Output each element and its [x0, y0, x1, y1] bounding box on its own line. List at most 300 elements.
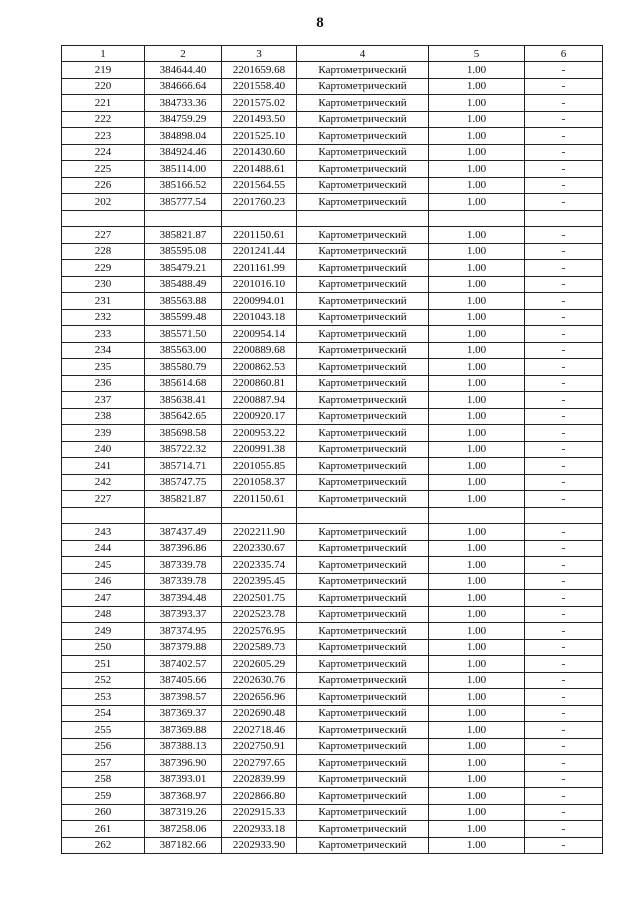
point-number-cell: 227: [62, 491, 145, 508]
accuracy-cell: 1.00: [429, 837, 525, 854]
y-coordinate-cell: 2202589.73: [222, 639, 297, 656]
y-coordinate-cell: 2200887.94: [222, 392, 297, 409]
y-coordinate-cell: 2201525.10: [222, 128, 297, 145]
table-row: [62, 62, 603, 79]
x-coordinate-cell: 385821.87: [145, 227, 222, 244]
method-cell: Картометрический: [297, 359, 429, 376]
accuracy-cell: 1.00: [429, 540, 525, 557]
method-cell: Картометрический: [297, 342, 429, 359]
point-number-cell: 234: [62, 342, 145, 359]
x-coordinate-cell: 387374.95: [145, 623, 222, 640]
accuracy-cell: 1.00: [429, 392, 525, 409]
method-cell: Картометрический: [297, 705, 429, 722]
x-coordinate-cell: 387396.86: [145, 540, 222, 557]
method-cell: Картометрический: [297, 689, 429, 706]
point-number-cell: 240: [62, 441, 145, 458]
method-cell: Картометрический: [297, 540, 429, 557]
point-number-cell: 243: [62, 524, 145, 541]
y-coordinate-cell: 2200954.14: [222, 326, 297, 343]
description-cell: -: [525, 821, 603, 838]
x-coordinate-cell: 385166.52: [145, 177, 222, 194]
table-row: [62, 689, 603, 706]
x-coordinate-cell: 385642.65: [145, 408, 222, 425]
x-coordinate-cell: 384759.29: [145, 111, 222, 128]
point-number-cell: 202: [62, 194, 145, 211]
accuracy-cell: 1.00: [429, 491, 525, 508]
y-coordinate-cell: 2201659.68: [222, 62, 297, 79]
accuracy-cell: 1.00: [429, 194, 525, 211]
description-cell: -: [525, 557, 603, 574]
point-number-cell: 245: [62, 557, 145, 574]
accuracy-cell: 1.00: [429, 62, 525, 79]
description-cell: -: [525, 326, 603, 343]
y-coordinate-cell: 2202866.80: [222, 788, 297, 805]
description-cell: -: [525, 722, 603, 739]
column-header: 5: [429, 46, 525, 62]
table-row: [62, 276, 603, 293]
x-coordinate-cell: 385777.54: [145, 194, 222, 211]
accuracy-cell: 1.00: [429, 441, 525, 458]
method-cell: Картометрический: [297, 788, 429, 805]
point-number-cell: 257: [62, 755, 145, 772]
table-row: [62, 639, 603, 656]
table-row: [62, 128, 603, 145]
accuracy-cell: [429, 507, 525, 524]
accuracy-cell: [429, 210, 525, 227]
y-coordinate-cell: 2201241.44: [222, 243, 297, 260]
accuracy-cell: 1.00: [429, 144, 525, 161]
description-cell: -: [525, 474, 603, 491]
table-row: [62, 194, 603, 211]
description-cell: -: [525, 837, 603, 854]
table-row: [62, 606, 603, 623]
method-cell: Картометрический: [297, 144, 429, 161]
x-coordinate-cell: 387369.88: [145, 722, 222, 739]
x-coordinate-cell: 385488.49: [145, 276, 222, 293]
x-coordinate-cell: 384644.40: [145, 62, 222, 79]
description-cell: -: [525, 375, 603, 392]
y-coordinate-cell: 2201493.50: [222, 111, 297, 128]
y-coordinate-cell: 2200994.01: [222, 293, 297, 310]
table-row: [62, 458, 603, 475]
method-cell: Картометрический: [297, 557, 429, 574]
description-cell: -: [525, 755, 603, 772]
description-cell: -: [525, 359, 603, 376]
method-cell: Картометрический: [297, 309, 429, 326]
point-number-cell: 237: [62, 392, 145, 409]
point-number-cell: [62, 507, 145, 524]
table-row: [62, 227, 603, 244]
y-coordinate-cell: 2202630.76: [222, 672, 297, 689]
table-separator-row: [62, 507, 603, 524]
method-cell: Картометрический: [297, 738, 429, 755]
method-cell: Картометрический: [297, 491, 429, 508]
table-row: [62, 573, 603, 590]
accuracy-cell: 1.00: [429, 804, 525, 821]
method-cell: Картометрический: [297, 62, 429, 79]
table-row: [62, 623, 603, 640]
x-coordinate-cell: 387339.78: [145, 573, 222, 590]
y-coordinate-cell: 2201055.85: [222, 458, 297, 475]
x-coordinate-cell: 385479.21: [145, 260, 222, 277]
y-coordinate-cell: 2202576.95: [222, 623, 297, 640]
accuracy-cell: 1.00: [429, 722, 525, 739]
x-coordinate-cell: 384733.36: [145, 95, 222, 112]
method-cell: Картометрический: [297, 656, 429, 673]
description-cell: -: [525, 161, 603, 178]
method-cell: Картометрический: [297, 425, 429, 442]
point-number-cell: 248: [62, 606, 145, 623]
method-cell: [297, 507, 429, 524]
description-cell: -: [525, 540, 603, 557]
table-row: [62, 359, 603, 376]
method-cell: Картометрический: [297, 672, 429, 689]
method-cell: Картометрический: [297, 755, 429, 772]
x-coordinate-cell: 387393.37: [145, 606, 222, 623]
description-cell: -: [525, 309, 603, 326]
method-cell: Картометрический: [297, 161, 429, 178]
table-row: [62, 590, 603, 607]
x-coordinate-cell: 385114.00: [145, 161, 222, 178]
accuracy-cell: 1.00: [429, 821, 525, 838]
point-number-cell: 229: [62, 260, 145, 277]
accuracy-cell: 1.00: [429, 177, 525, 194]
x-coordinate-cell: 387339.78: [145, 557, 222, 574]
description-cell: -: [525, 392, 603, 409]
point-number-cell: 228: [62, 243, 145, 260]
x-coordinate-cell: 385722.32: [145, 441, 222, 458]
accuracy-cell: 1.00: [429, 606, 525, 623]
description-cell: -: [525, 491, 603, 508]
description-cell: -: [525, 458, 603, 475]
x-coordinate-cell: 387437.49: [145, 524, 222, 541]
description-cell: -: [525, 293, 603, 310]
accuracy-cell: 1.00: [429, 672, 525, 689]
x-coordinate-cell: 385563.00: [145, 342, 222, 359]
y-coordinate-cell: 2202501.75: [222, 590, 297, 607]
method-cell: Картометрический: [297, 441, 429, 458]
point-number-cell: 261: [62, 821, 145, 838]
x-coordinate-cell: 385698.58: [145, 425, 222, 442]
coordinates-table: [61, 45, 603, 854]
description-cell: -: [525, 524, 603, 541]
accuracy-cell: 1.00: [429, 309, 525, 326]
point-number-cell: 227: [62, 227, 145, 244]
y-coordinate-cell: 2202915.33: [222, 804, 297, 821]
x-coordinate-cell: 387393.01: [145, 771, 222, 788]
x-coordinate-cell: [145, 507, 222, 524]
method-cell: Картометрический: [297, 573, 429, 590]
x-coordinate-cell: 387258.06: [145, 821, 222, 838]
x-coordinate-cell: 385638.41: [145, 392, 222, 409]
y-coordinate-cell: 2201430.60: [222, 144, 297, 161]
accuracy-cell: 1.00: [429, 458, 525, 475]
x-coordinate-cell: 384666.64: [145, 78, 222, 95]
table-row: [62, 243, 603, 260]
y-coordinate-cell: 2201564.55: [222, 177, 297, 194]
x-coordinate-cell: 387402.57: [145, 656, 222, 673]
y-coordinate-cell: 2202839.99: [222, 771, 297, 788]
table-row: [62, 656, 603, 673]
y-coordinate-cell: 2202933.18: [222, 821, 297, 838]
accuracy-cell: 1.00: [429, 78, 525, 95]
accuracy-cell: 1.00: [429, 425, 525, 442]
description-cell: -: [525, 194, 603, 211]
method-cell: [297, 210, 429, 227]
accuracy-cell: 1.00: [429, 375, 525, 392]
accuracy-cell: 1.00: [429, 590, 525, 607]
description-cell: -: [525, 738, 603, 755]
x-coordinate-cell: 384924.46: [145, 144, 222, 161]
table-row: [62, 705, 603, 722]
y-coordinate-cell: 2201150.61: [222, 227, 297, 244]
table-row: [62, 342, 603, 359]
method-cell: Картометрический: [297, 128, 429, 145]
point-number-cell: 230: [62, 276, 145, 293]
x-coordinate-cell: 385747.75: [145, 474, 222, 491]
accuracy-cell: 1.00: [429, 557, 525, 574]
table-row: [62, 177, 603, 194]
point-number-cell: 242: [62, 474, 145, 491]
point-number-cell: 247: [62, 590, 145, 607]
accuracy-cell: 1.00: [429, 95, 525, 112]
y-coordinate-cell: 2201016.10: [222, 276, 297, 293]
description-cell: -: [525, 425, 603, 442]
y-coordinate-cell: 2201488.61: [222, 161, 297, 178]
x-coordinate-cell: 385595.08: [145, 243, 222, 260]
method-cell: Картометрический: [297, 177, 429, 194]
method-cell: Картометрический: [297, 821, 429, 838]
accuracy-cell: 1.00: [429, 111, 525, 128]
table-row: [62, 738, 603, 755]
page-number: 8: [316, 15, 324, 31]
column-header: 4: [297, 46, 429, 62]
table-row: [62, 78, 603, 95]
accuracy-cell: 1.00: [429, 623, 525, 640]
accuracy-cell: 1.00: [429, 293, 525, 310]
y-coordinate-cell: 2202330.67: [222, 540, 297, 557]
x-coordinate-cell: 385563.88: [145, 293, 222, 310]
table-row: [62, 309, 603, 326]
table-row: [62, 837, 603, 854]
table-row: [62, 144, 603, 161]
method-cell: Картометрический: [297, 474, 429, 491]
description-cell: -: [525, 771, 603, 788]
x-coordinate-cell: 385821.87: [145, 491, 222, 508]
x-coordinate-cell: 387394.48: [145, 590, 222, 607]
point-number-cell: 221: [62, 95, 145, 112]
table-header-row: [62, 46, 603, 62]
y-coordinate-cell: [222, 507, 297, 524]
y-coordinate-cell: 2200862.53: [222, 359, 297, 376]
y-coordinate-cell: 2200889.68: [222, 342, 297, 359]
accuracy-cell: 1.00: [429, 755, 525, 772]
point-number-cell: 235: [62, 359, 145, 376]
point-number-cell: 225: [62, 161, 145, 178]
y-coordinate-cell: 2202797.65: [222, 755, 297, 772]
x-coordinate-cell: 387379.88: [145, 639, 222, 656]
y-coordinate-cell: 2201043.18: [222, 309, 297, 326]
method-cell: Картометрический: [297, 771, 429, 788]
description-cell: -: [525, 243, 603, 260]
accuracy-cell: 1.00: [429, 408, 525, 425]
table-row: [62, 392, 603, 409]
table-row: [62, 95, 603, 112]
y-coordinate-cell: 2202523.78: [222, 606, 297, 623]
accuracy-cell: 1.00: [429, 342, 525, 359]
method-cell: Картометрический: [297, 458, 429, 475]
table-row: [62, 540, 603, 557]
column-header: 1: [62, 46, 145, 62]
y-coordinate-cell: 2201575.02: [222, 95, 297, 112]
description-cell: [525, 210, 603, 227]
method-cell: Картометрический: [297, 95, 429, 112]
y-coordinate-cell: 2202656.96: [222, 689, 297, 706]
accuracy-cell: 1.00: [429, 128, 525, 145]
description-cell: -: [525, 441, 603, 458]
y-coordinate-cell: 2202335.74: [222, 557, 297, 574]
description-cell: -: [525, 804, 603, 821]
description-cell: -: [525, 408, 603, 425]
point-number-cell: 251: [62, 656, 145, 673]
method-cell: Картометрический: [297, 276, 429, 293]
point-number-cell: 219: [62, 62, 145, 79]
y-coordinate-cell: 2200920.17: [222, 408, 297, 425]
accuracy-cell: 1.00: [429, 161, 525, 178]
x-coordinate-cell: 385714.71: [145, 458, 222, 475]
x-coordinate-cell: 387398.57: [145, 689, 222, 706]
x-coordinate-cell: 387319.26: [145, 804, 222, 821]
table-row: [62, 161, 603, 178]
column-header: 3: [222, 46, 297, 62]
accuracy-cell: 1.00: [429, 260, 525, 277]
method-cell: Картометрический: [297, 590, 429, 607]
method-cell: Картометрический: [297, 524, 429, 541]
x-coordinate-cell: 385599.48: [145, 309, 222, 326]
description-cell: -: [525, 672, 603, 689]
table-row: [62, 408, 603, 425]
x-coordinate-cell: 387368.97: [145, 788, 222, 805]
method-cell: Картометрический: [297, 243, 429, 260]
description-cell: -: [525, 639, 603, 656]
point-number-cell: 249: [62, 623, 145, 640]
table-row: [62, 260, 603, 277]
point-number-cell: 253: [62, 689, 145, 706]
y-coordinate-cell: 2202605.29: [222, 656, 297, 673]
accuracy-cell: 1.00: [429, 243, 525, 260]
point-number-cell: 259: [62, 788, 145, 805]
table-row: [62, 771, 603, 788]
description-cell: -: [525, 573, 603, 590]
accuracy-cell: 1.00: [429, 738, 525, 755]
description-cell: -: [525, 623, 603, 640]
description-cell: -: [525, 128, 603, 145]
table-row: [62, 557, 603, 574]
description-cell: -: [525, 342, 603, 359]
accuracy-cell: 1.00: [429, 474, 525, 491]
table-row: [62, 788, 603, 805]
description-cell: -: [525, 177, 603, 194]
accuracy-cell: 1.00: [429, 788, 525, 805]
table-row: [62, 804, 603, 821]
y-coordinate-cell: 2200991.38: [222, 441, 297, 458]
x-coordinate-cell: 387369.37: [145, 705, 222, 722]
point-number-cell: 262: [62, 837, 145, 854]
y-coordinate-cell: 2201558.40: [222, 78, 297, 95]
table-row: [62, 326, 603, 343]
description-cell: -: [525, 95, 603, 112]
description-cell: -: [525, 260, 603, 277]
method-cell: Картометрический: [297, 111, 429, 128]
point-number-cell: 231: [62, 293, 145, 310]
point-number-cell: 222: [62, 111, 145, 128]
method-cell: Картометрический: [297, 606, 429, 623]
point-number-cell: 255: [62, 722, 145, 739]
table-row: [62, 755, 603, 772]
point-number-cell: 239: [62, 425, 145, 442]
y-coordinate-cell: 2202933.90: [222, 837, 297, 854]
x-coordinate-cell: 385571.50: [145, 326, 222, 343]
method-cell: Картометрический: [297, 623, 429, 640]
column-header: 2: [145, 46, 222, 62]
y-coordinate-cell: [222, 210, 297, 227]
x-coordinate-cell: 385580.79: [145, 359, 222, 376]
method-cell: Картометрический: [297, 78, 429, 95]
point-number-cell: 260: [62, 804, 145, 821]
accuracy-cell: 1.00: [429, 227, 525, 244]
description-cell: -: [525, 689, 603, 706]
y-coordinate-cell: 2200860.81: [222, 375, 297, 392]
description-cell: -: [525, 62, 603, 79]
description-cell: [525, 507, 603, 524]
method-cell: Картометрический: [297, 837, 429, 854]
point-number-cell: 224: [62, 144, 145, 161]
method-cell: Картометрический: [297, 722, 429, 739]
y-coordinate-cell: 2202395.45: [222, 573, 297, 590]
description-cell: -: [525, 78, 603, 95]
x-coordinate-cell: [145, 210, 222, 227]
accuracy-cell: 1.00: [429, 689, 525, 706]
table-row: [62, 111, 603, 128]
point-number-cell: 236: [62, 375, 145, 392]
point-number-cell: 244: [62, 540, 145, 557]
accuracy-cell: 1.00: [429, 524, 525, 541]
method-cell: Картометрический: [297, 392, 429, 409]
point-number-cell: 220: [62, 78, 145, 95]
method-cell: Картометрический: [297, 326, 429, 343]
method-cell: Картометрический: [297, 375, 429, 392]
table-body: [62, 62, 603, 854]
description-cell: -: [525, 705, 603, 722]
description-cell: -: [525, 590, 603, 607]
x-coordinate-cell: 385614.68: [145, 375, 222, 392]
description-cell: -: [525, 144, 603, 161]
point-number-cell: 238: [62, 408, 145, 425]
description-cell: -: [525, 111, 603, 128]
description-cell: -: [525, 656, 603, 673]
point-number-cell: 226: [62, 177, 145, 194]
point-number-cell: 254: [62, 705, 145, 722]
y-coordinate-cell: 2201058.37: [222, 474, 297, 491]
description-cell: -: [525, 227, 603, 244]
y-coordinate-cell: 2202718.46: [222, 722, 297, 739]
table-row: [62, 491, 603, 508]
point-number-cell: 241: [62, 458, 145, 475]
x-coordinate-cell: 387396.90: [145, 755, 222, 772]
point-number-cell: 223: [62, 128, 145, 145]
method-cell: Картометрический: [297, 293, 429, 310]
description-cell: -: [525, 276, 603, 293]
